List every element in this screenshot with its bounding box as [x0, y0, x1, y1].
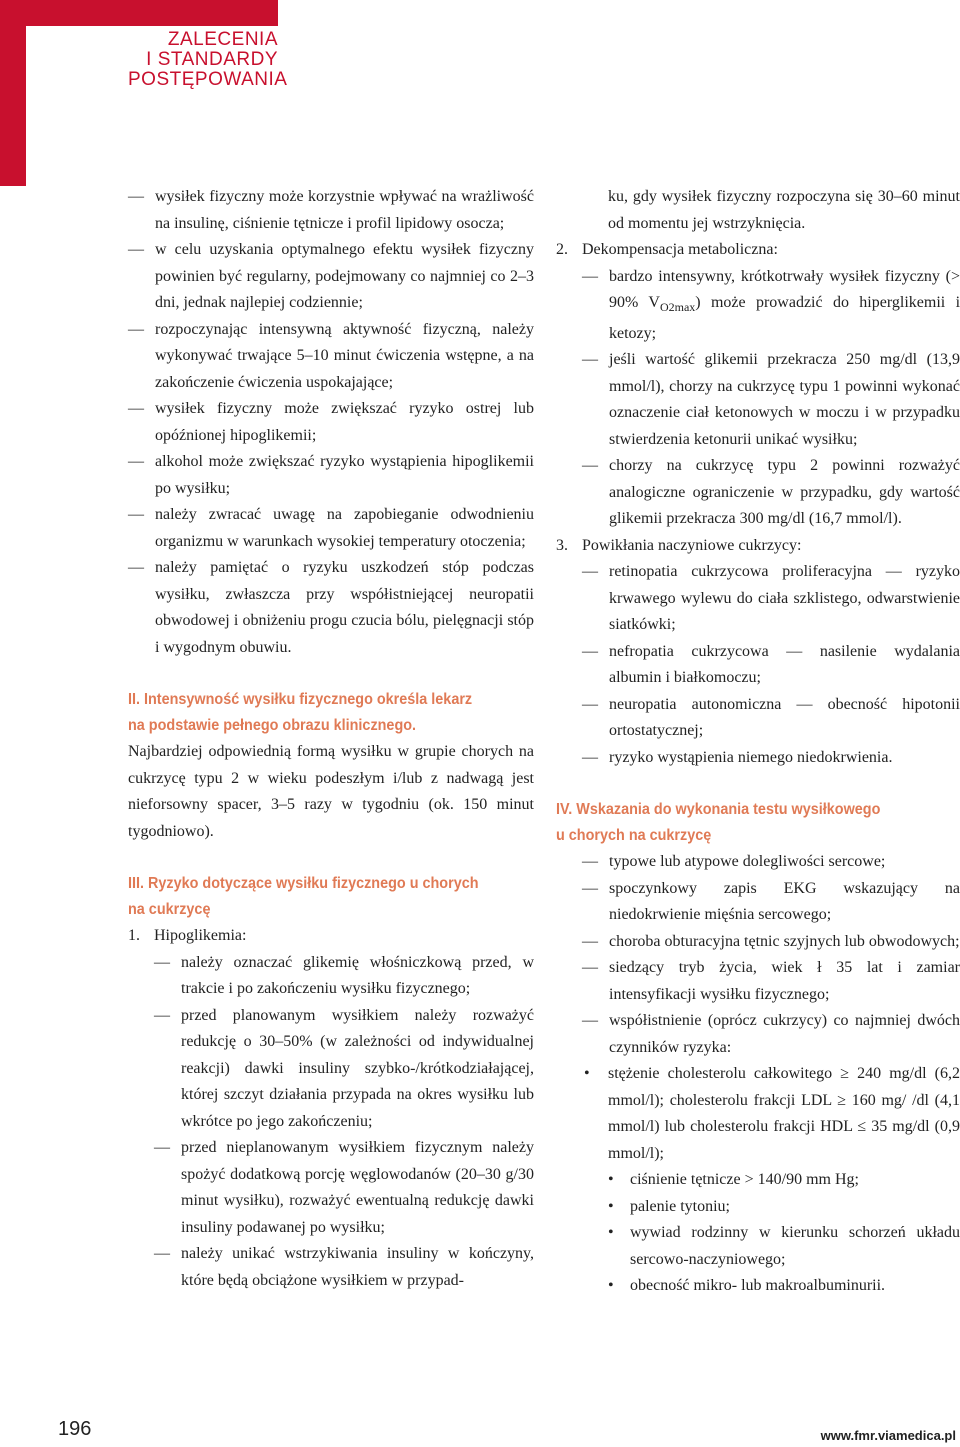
section-heading: na cukrzycę	[128, 901, 211, 918]
list-item: — wysiłek fizyczny może zwiększać ryzyko ostrej lub opóźnionej hipoglikemii;	[128, 396, 534, 449]
list-item: — alkohol może zwiększać ryzyko wystąpienia hipoglikemii po wysiłku;	[128, 449, 534, 502]
list-item: — należy pamiętać o ryzyku uszkodzeń stóp podczas wysiłku, zwłaszcza przy współistniejącej neuropatii obwodowej i obniżeniu progu czucia bólu, pielęgnacji stóp i wygodnym obuwiu.	[128, 555, 534, 661]
item-number: 2.	[556, 241, 568, 258]
bullet-item: • ciśnienie tętnicze > 140/90 mm Hg;	[606, 1167, 960, 1194]
list-item: — retinopatia cukrzycowa proliferacyjna — ryzyko krwawego wylewu do ciała szklistego, odwarstwienie siatkówki;	[582, 559, 960, 639]
spacer	[556, 771, 960, 797]
item-label: Hipoglikemia:	[154, 927, 247, 944]
item-number: 3.	[556, 536, 568, 554]
list-item: — należy oznaczać glikemię włośniczkową przed, w trakcie i po zakończeniu wysiłku fizycznego;	[154, 950, 534, 1003]
side-red-bar	[0, 0, 26, 186]
paragraph: Najbardziej odpowiednią formą wysiłku w grupie chorych na cukrzycę typu 2 w wieku podeszłym i/lub z nadwagą jest nieforsowny spacer, 3–5 razy w tygodniu (ok. 150 minut tygodniowo).	[128, 743, 534, 840]
numbered-item	[128, 923, 534, 950]
list-item: — należy unikać wstrzykiwania insuliny w kończyny, które będą obciążone wysiłkiem w przypad-	[154, 1241, 534, 1294]
bullet-item: • stężenie cholesterolu całkowitego ≥ 240 mg/dl (6,2 mmol/l); cholesterolu frakcji LDL ≥ 160 mg/ /dl (4,1 mmol/l) lub cholesterolu frakcji HDL ≤ 35 mg/dl (0,9 mmol/l);	[582, 1061, 960, 1167]
bullet-item: • obecność mikro- lub makroalbuminurii.	[606, 1273, 960, 1300]
item-label: Powikłania naczyniowe cukrzycy:	[582, 536, 802, 554]
list-item: — ryzyko wystąpienia niemego niedokrwienia.	[582, 745, 960, 772]
right-column	[556, 184, 960, 1300]
list-item: — choroba obturacyjna tętnic szyjnych lub obwodowych;	[582, 929, 960, 956]
list-item: — przed nieplanowanym wysiłkiem fizycznym należy spożyć dodatkową porcję węglowodanów (20–30 g/30 minut wysiłku), rozważyć ewentualną redukcję dawki insuliny podawanej po wysiłku;	[154, 1135, 534, 1241]
header-red-bar	[0, 0, 278, 26]
section-heading: II. Intensywność wysiłku fizycznego określa lekarz	[128, 691, 473, 708]
item-number: 1.	[128, 927, 140, 944]
list-item: — nefropatia cukrzycowa — nasilenie wydalania albumin i białkomoczu;	[582, 639, 960, 692]
section-title-line: POSTĘPOWANIA	[128, 69, 288, 90]
bullet-item: • palenie tytoniu;	[606, 1194, 960, 1221]
section-heading: na podstawie pełnego obrazu klinicznego.	[128, 717, 417, 734]
footer-url: www.fmr.viamedica.pl	[820, 1428, 956, 1443]
numbered-item	[556, 237, 960, 264]
section-heading: III. Ryzyko dotyczące wysiłku fizycznego u chorych	[128, 875, 479, 892]
item-label: Dekompensacja metaboliczna:	[582, 241, 778, 258]
list-item: — siedzący tryb życia, wiek ł 35 lat i zamiar intensyfikacji wysiłku fizycznego;	[582, 955, 960, 1008]
list-item: — typowe lub atypowe dolegliwości sercowe;	[582, 849, 960, 876]
subscript: O2max	[659, 300, 696, 315]
text-part: ) może prowadzić do hiperglikemii i ketozy;	[609, 294, 960, 342]
list-item: — wysiłek fizyczny może korzystnie wpływać na wrażliwość na insulinę, ciśnienie tętnicze i profil lipidowy osocza;	[128, 184, 534, 237]
numbered-item	[556, 533, 960, 560]
list-item: — przed planowanym wysiłkiem należy rozważyć redukcję o 30–50% (w zależności od indywidualnej reakcji) dawki insuliny szybko-/krótkodziałającej, której szczyt działania przypada na okres wysiłku lub wkrótce po jego zakończeniu;	[154, 1003, 534, 1136]
section-heading: u chorych na cukrzycę	[556, 827, 712, 845]
list-item: — spoczynkowy zapis EKG wskazujący na niedokrwienie mięśnia sercowego;	[582, 876, 960, 929]
section-title	[128, 29, 288, 90]
list-item: — chorzy na cukrzycę typu 2 powinni rozważyć analogiczne ograniczenie w przypadku, gdy wartość glikemii przekracza 300 mg/dl (16,7 mmol/l).	[582, 453, 960, 533]
list-item: — rozpoczynając intensywną aktywność fizyczną, należy wykonywać trwające 5–10 minut ćwiczenia wstępne, a na zakończenie ćwiczenia uspokajające;	[128, 317, 534, 397]
spacer	[128, 845, 534, 871]
text-part: bardzo intensywny, krótkotrwały wysiłek fizyczny (> 90% V	[609, 267, 960, 311]
list-item: — neuropatia autonomiczna — obecność hipotonii ortostatycznej;	[582, 692, 960, 745]
spacer	[128, 661, 534, 687]
section-title-line: ZALECENIA	[167, 29, 278, 50]
bullet-item: • wywiad rodzinny w kierunku schorzeń układu sercowo-naczyniowego;	[606, 1220, 960, 1273]
list-item: — jeśli wartość glikemii przekracza 250 mg/dl (13,9 mmol/l), chorzy na cukrzycę typu 1 powinni wykonać oznaczenie ciał ketonowych w moczu i w przypadku stwierdzenia ketonurii unikać wysiłku;	[582, 347, 960, 453]
list-item: — należy zwracać uwagę na zapobieganie odwodnieniu organizmu w warunkach wysokiej temperatury otoczenia;	[128, 502, 534, 555]
left-column	[128, 184, 534, 1294]
page-number: 196	[58, 1418, 92, 1440]
section-title-line: I STANDARDY	[146, 49, 278, 70]
section-heading: IV. Wskazania do wykonania testu wysiłkowego	[556, 801, 881, 819]
list-item: — w celu uzyskania optymalnego efektu wysiłek fizyczny powinien być regularny, podejmowany co najmniej co 2–3 dni, jednak najlepiej codziennie;	[128, 237, 534, 317]
list-item	[582, 264, 960, 348]
list-item: — współistnienie (oprócz cukrzycy) co najmniej dwóch czynników ryzyka:	[582, 1008, 960, 1061]
paragraph: ku, gdy wysiłek fizyczny rozpoczyna się 30–60 minut od momentu jej wstrzyknięcia.	[608, 188, 960, 232]
